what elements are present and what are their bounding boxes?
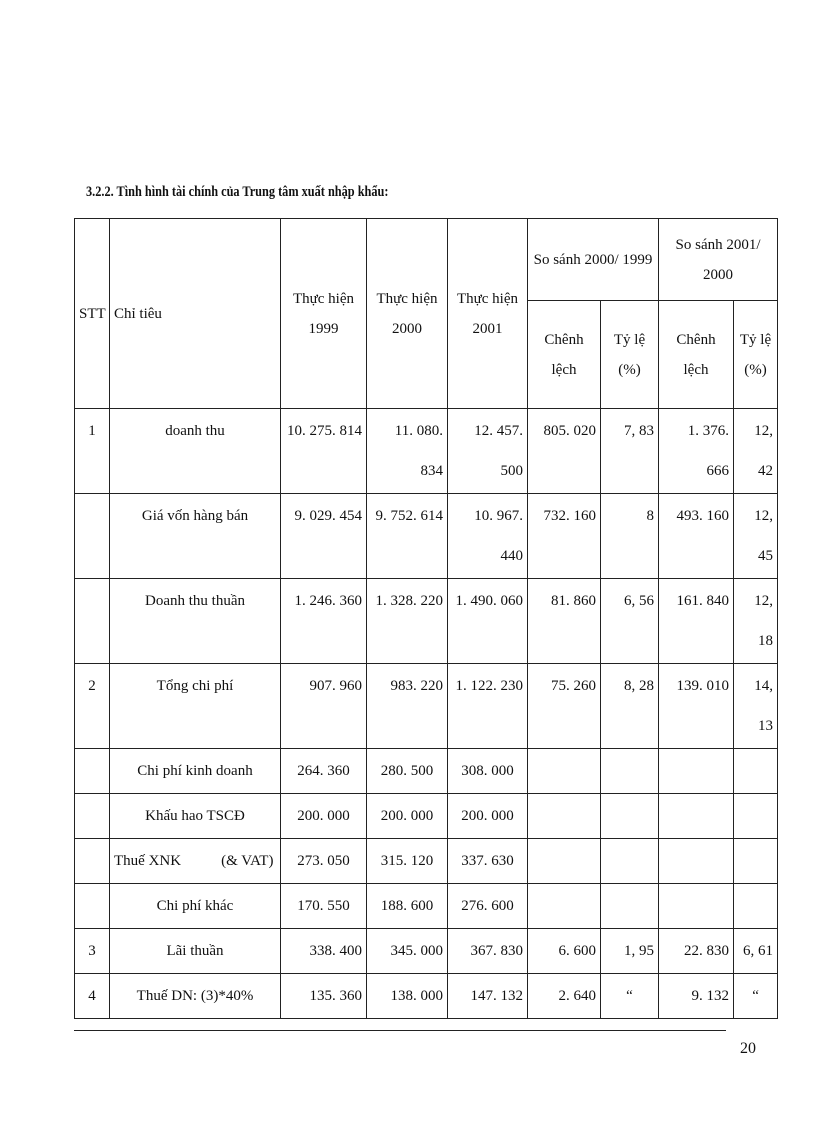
cell-1999: 200. 000 xyxy=(281,794,367,839)
cell-chenh-lech-2: 9. 132 xyxy=(659,974,734,1019)
section-heading: 3.2.2. Tình hình tài chính của Trung tâm xuất nhập khẩu: xyxy=(86,184,389,200)
cell-ty-le-2: 14, 13 xyxy=(734,664,778,749)
cell-stt xyxy=(75,884,110,929)
cell-name: Lãi thuần xyxy=(110,929,281,974)
table-row xyxy=(75,839,778,884)
cell-ty-le-2: “ xyxy=(734,974,778,1019)
cell-1999: 170. 550 xyxy=(281,884,367,929)
cell-ty-le-2 xyxy=(734,884,778,929)
cell-ty-le-1: 8 xyxy=(601,494,659,579)
cell-ty-le-1: “ xyxy=(601,974,659,1019)
cell-1999: 1. 246. 360 xyxy=(281,579,367,664)
cell-stt: 3 xyxy=(75,929,110,974)
cell-1999: 907. 960 xyxy=(281,664,367,749)
table-row xyxy=(75,749,778,794)
cell-2000: 9. 752. 614 xyxy=(367,494,448,579)
cell-2001: 276. 600 xyxy=(448,884,528,929)
cell-name: Tổng chi phí xyxy=(110,664,281,749)
cell-2000: 280. 500 xyxy=(367,749,448,794)
cell-2000: 138. 000 xyxy=(367,974,448,1019)
cell-name: Chi phí kinh doanh xyxy=(110,749,281,794)
table-row xyxy=(75,494,778,579)
cell-2000: 345. 000 xyxy=(367,929,448,974)
cell-2000: 200. 000 xyxy=(367,794,448,839)
page-number: 20 xyxy=(740,1040,756,1057)
cell-chenh-lech-1: 805. 020 xyxy=(528,409,601,494)
cell-chenh-lech-1: 75. 260 xyxy=(528,664,601,749)
cell-chenh-lech-1 xyxy=(528,839,601,884)
cell-2001: 1. 490. 060 xyxy=(448,579,528,664)
header-thuc-hien-1999: Thực hiện 1999 xyxy=(281,219,367,409)
cell-chenh-lech-2: 493. 160 xyxy=(659,494,734,579)
header-chenh-lech-1: Chênh lệch xyxy=(528,301,601,409)
header-thuc-hien-2000: Thực hiện 2000 xyxy=(367,219,448,409)
cell-name: Thuế DN: (3)*40% xyxy=(110,974,281,1019)
cell-ty-le-2 xyxy=(734,749,778,794)
cell-stt: 4 xyxy=(75,974,110,1019)
cell-ty-le-1: 8, 28 xyxy=(601,664,659,749)
cell-stt xyxy=(75,579,110,664)
cell-ty-le-1 xyxy=(601,794,659,839)
cell-name: Chi phí khác xyxy=(110,884,281,929)
cell-2001: 308. 000 xyxy=(448,749,528,794)
cell-ty-le-2: 12, 42 xyxy=(734,409,778,494)
cell-chenh-lech-2: 161. 840 xyxy=(659,579,734,664)
cell-stt xyxy=(75,839,110,884)
cell-stt xyxy=(75,749,110,794)
cell-stt: 2 xyxy=(75,664,110,749)
cell-name: Doanh thu thuần xyxy=(110,579,281,664)
table-row xyxy=(75,664,778,749)
cell-name xyxy=(110,839,281,884)
cell-chenh-lech-1: 6. 600 xyxy=(528,929,601,974)
cell-2001: 337. 630 xyxy=(448,839,528,884)
cell-stt: 1 xyxy=(75,409,110,494)
header-so-sanh-2001-2000: So sánh 2001/ 2000 xyxy=(659,219,778,301)
cell-chenh-lech-2: 22. 830 xyxy=(659,929,734,974)
cell-2001: 1. 122. 230 xyxy=(448,664,528,749)
cell-2000: 315. 120 xyxy=(367,839,448,884)
header-thuc-hien-2001: Thực hiện 2001 xyxy=(448,219,528,409)
cell-2000: 983. 220 xyxy=(367,664,448,749)
cell-1999: 9. 029. 454 xyxy=(281,494,367,579)
cell-2001: 12. 457. 500 xyxy=(448,409,528,494)
table-row xyxy=(75,929,778,974)
cell-2000: 1. 328. 220 xyxy=(367,579,448,664)
cell-chenh-lech-1 xyxy=(528,749,601,794)
cell-2001: 10. 967. 440 xyxy=(448,494,528,579)
cell-name-part-a: Thuế XNK xyxy=(114,853,182,869)
cell-stt xyxy=(75,494,110,579)
cell-ty-le-1 xyxy=(601,884,659,929)
cell-chenh-lech-1 xyxy=(528,884,601,929)
cell-chenh-lech-1: 2. 640 xyxy=(528,974,601,1019)
cell-1999: 273. 050 xyxy=(281,839,367,884)
header-ty-le-2: Tỷ lệ (%) xyxy=(734,301,778,409)
table-row xyxy=(75,579,778,664)
financial-table xyxy=(74,218,778,1019)
cell-chenh-lech-2: 1. 376. 666 xyxy=(659,409,734,494)
cell-1999: 338. 400 xyxy=(281,929,367,974)
cell-2001: 367. 830 xyxy=(448,929,528,974)
cell-chenh-lech-1: 732. 160 xyxy=(528,494,601,579)
table-row xyxy=(75,794,778,839)
cell-ty-le-2: 12, 45 xyxy=(734,494,778,579)
cell-1999: 10. 275. 814 xyxy=(281,409,367,494)
cell-ty-le-2 xyxy=(734,794,778,839)
cell-name: Giá vốn hàng bán xyxy=(110,494,281,579)
cell-1999: 135. 360 xyxy=(281,974,367,1019)
cell-stt xyxy=(75,794,110,839)
cell-ty-le-1: 7, 83 xyxy=(601,409,659,494)
cell-name: doanh thu xyxy=(110,409,281,494)
header-so-sanh-2000-1999: So sánh 2000/ 1999 xyxy=(528,219,659,301)
cell-chenh-lech-1 xyxy=(528,794,601,839)
cell-chenh-lech-2 xyxy=(659,839,734,884)
header-stt: STT xyxy=(75,219,110,409)
header-chi-tieu: Chỉ tiêu xyxy=(110,219,281,409)
cell-ty-le-2 xyxy=(734,839,778,884)
cell-chenh-lech-2 xyxy=(659,749,734,794)
cell-name-part-b: (& VAT) xyxy=(221,853,274,869)
cell-ty-le-1 xyxy=(601,749,659,794)
cell-2000: 11. 080. 834 xyxy=(367,409,448,494)
table-row xyxy=(75,974,778,1019)
header-chenh-lech-2: Chênh lệch xyxy=(659,301,734,409)
cell-ty-le-2: 6, 61 xyxy=(734,929,778,974)
cell-2000: 188. 600 xyxy=(367,884,448,929)
cell-name: Khấu hao TSCĐ xyxy=(110,794,281,839)
header-ty-le-1: Tỷ lệ (%) xyxy=(601,301,659,409)
cell-chenh-lech-2 xyxy=(659,884,734,929)
cell-2001: 200. 000 xyxy=(448,794,528,839)
cell-chenh-lech-2: 139. 010 xyxy=(659,664,734,749)
table-row xyxy=(75,884,778,929)
cell-2001: 147. 132 xyxy=(448,974,528,1019)
cell-ty-le-1: 6, 56 xyxy=(601,579,659,664)
cell-ty-le-1: 1, 95 xyxy=(601,929,659,974)
cell-1999: 264. 360 xyxy=(281,749,367,794)
cell-ty-le-1 xyxy=(601,839,659,884)
table-row xyxy=(75,409,778,494)
cell-ty-le-2: 12, 18 xyxy=(734,579,778,664)
footer-divider xyxy=(74,1030,726,1031)
cell-chenh-lech-1: 81. 860 xyxy=(528,579,601,664)
cell-chenh-lech-2 xyxy=(659,794,734,839)
